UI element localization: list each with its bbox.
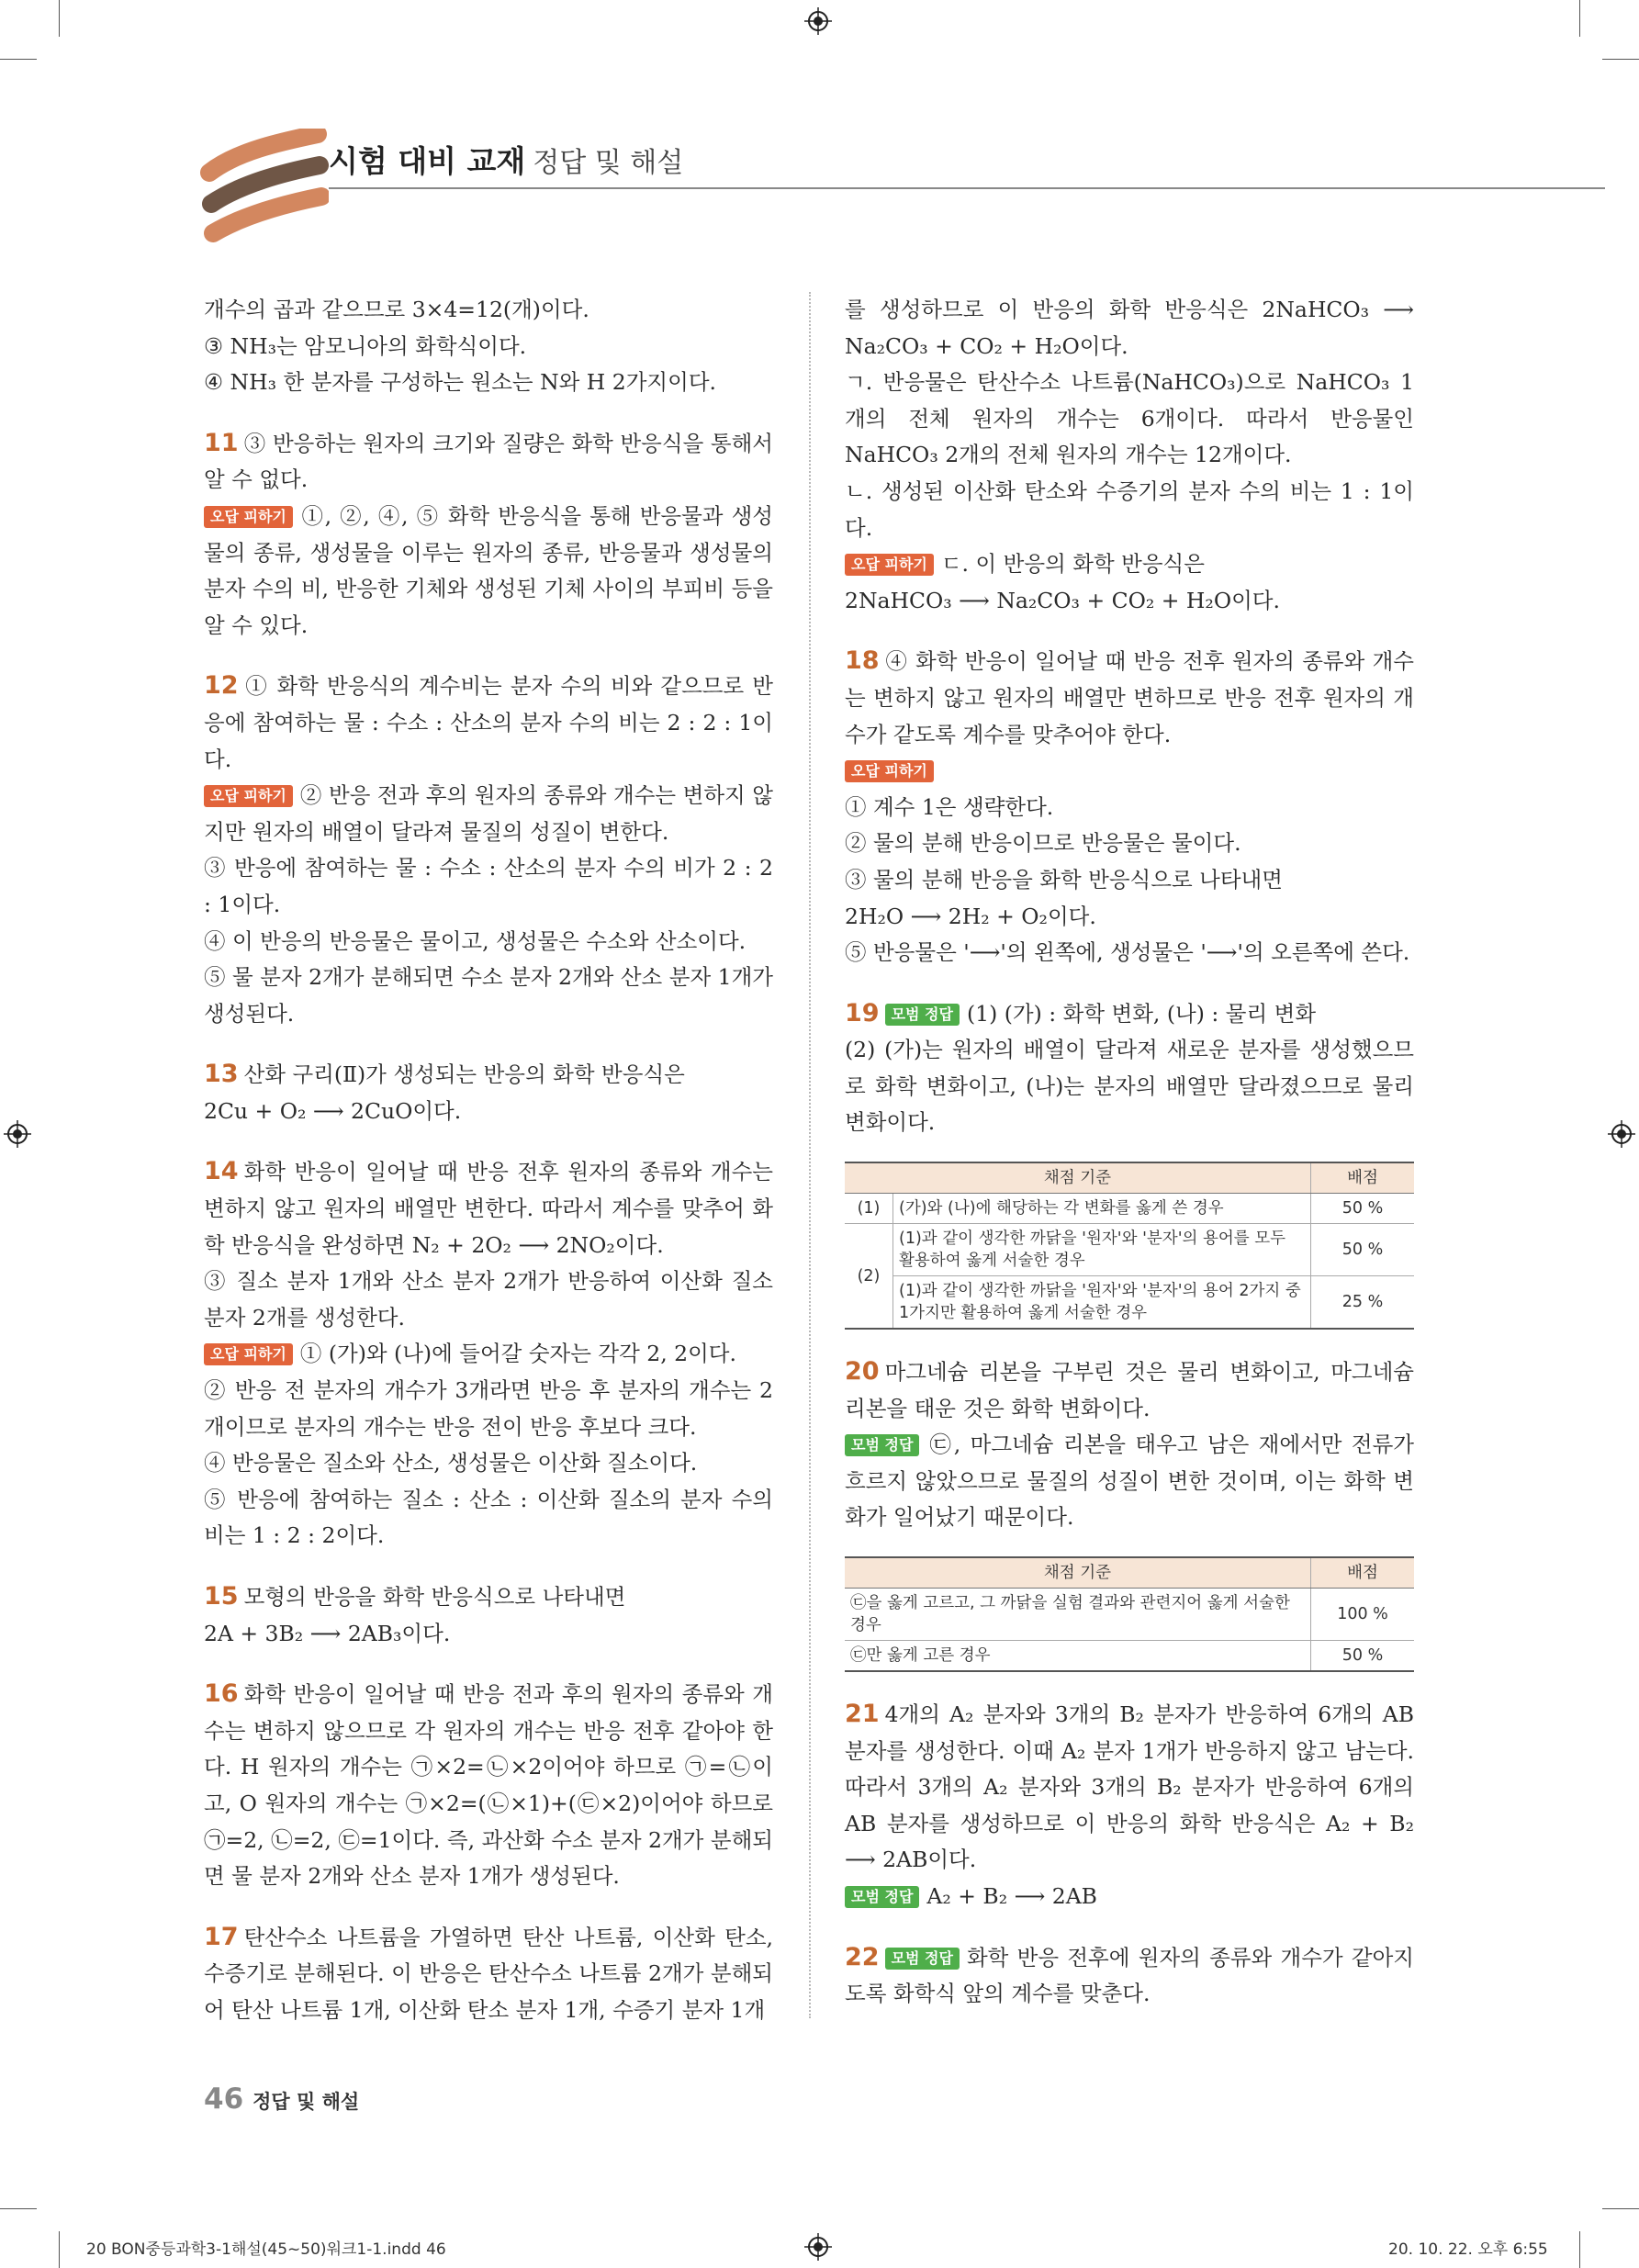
- question-number: 14: [204, 1157, 239, 1186]
- text-line: ㄱ. 반응물은 탄산수소 나트륨(NaHCO₃)으로 NaHCO₃ 1개의 전체 원자의 개수는 6개이다. 따라서 반응물인 NaHCO₃ 2개의 전체 원자의 개수는 12개이다.: [845, 369, 1414, 468]
- model-answer-badge: 모범 정답: [885, 1004, 960, 1026]
- text-line: ④ NH₃ 한 분자를 구성하는 원소는 N와 H 2가지이다.: [204, 369, 716, 396]
- registration-mark-icon: [4, 1120, 31, 1148]
- text-line: ③ 물의 분해 반응을 화학 반응식으로 나타내면: [845, 866, 1283, 893]
- wrong-answer-badge: 오답 피하기: [845, 554, 934, 576]
- model-note: 모범 정답 ㉢, 마그네슘 리본을 태우고 남은 재에서만 전류가 흐르지 않았으므로 물질의 성질이 변한 것이며, 이는 화학 변화가 일어났기 때문이다.: [845, 1432, 1414, 1531]
- wrong-note: 오답 피하기 ② 반응 전과 후의 원자의 종류와 개수는 변하지 않지만 원자의 배열이 달라져 물질의 성질이 변한다.: [204, 782, 773, 845]
- crop-mark: [0, 2208, 37, 2209]
- table-row: (2) (1)과 같이 생각한 까닭을 '원자'와 '분자'의 용어를 모두 활용하여 옳게 서술한 경우 50 %: [845, 1224, 1414, 1276]
- text-line: ① 계수 1은 생략한다.: [845, 793, 1054, 820]
- answer-20: 20 마그네슘 리본을 구부린 것은 물리 변화이고, 마그네슘 리본을 태운 것은 화학 변화이다.: [845, 1357, 1414, 1421]
- answer-12: 12 ① 화학 반응식의 계수비는 분자 수의 비와 같으므로 반응에 참여하는 물 : 수소 : 산소의 분자 수의 비는 2 : 2 : 1이다.: [204, 671, 773, 772]
- question-number: 11: [204, 428, 239, 457]
- wrong-note: 오답 피하기 ① (가)와 (나)에 들어갈 숫자는 각각 2, 2이다.: [204, 1336, 773, 1373]
- crop-mark: [1579, 2231, 1580, 2268]
- registration-mark-icon: [804, 7, 832, 35]
- page-footer: [204, 2083, 359, 2116]
- equation: 2H₂O ⟶ 2H₂ + O₂이다.: [845, 903, 1096, 929]
- question-number: 19: [845, 998, 880, 1027]
- crop-mark: [59, 2231, 60, 2268]
- table-header: 배점: [1311, 1557, 1415, 1589]
- crop-mark: [1602, 2208, 1639, 2209]
- crop-mark: [1579, 0, 1580, 37]
- table-row: ㉢만 옳게 고른 경우 50 %: [845, 1641, 1414, 1672]
- question-number: 17: [204, 1922, 239, 1951]
- model-answer-badge: 모범 정답: [845, 1434, 919, 1456]
- crop-mark: [1602, 59, 1639, 60]
- text-line: 개수의 곱과 같으므로 3×4=12(개)이다.: [204, 297, 589, 322]
- wrong-answer-badge: 오답 피하기: [845, 760, 934, 782]
- page-title: 시험 대비 교재 정답 및 해설: [329, 143, 684, 179]
- answer-15: 15 모형의 반응을 화학 반응식으로 나타내면: [204, 1582, 626, 1611]
- text-line: ② 반응 전 분자의 개수가 3개라면 반응 후 분자의 개수는 2개이므로 분자의 개수는 반응 전이 반응 후보다 크다.: [204, 1377, 773, 1440]
- question-number: 21: [845, 1700, 880, 1729]
- table-row: ㉢을 옳게 고르고, 그 까닭을 실험 결과와 관련지어 옳게 서술한 경우 100 %: [845, 1589, 1414, 1641]
- question-number: 13: [204, 1060, 239, 1089]
- answer-17: 17 탄산수소 나트륨을 가열하면 탄산 나트륨, 이산화 탄소, 수증기로 분해된다. 이 반응은 탄산수소 나트륨 2개가 분해되어 탄산 나트륨 1개, 이산화 탄소 분자 1개, 수증기 분자 1개: [204, 1922, 773, 2023]
- equation: 2NaHCO₃ ⟶ Na₂CO₃ + CO₂ + H₂O이다.: [845, 587, 1280, 613]
- answer-13: 13 산화 구리(Ⅱ)가 생성되는 반응의 화학 반응식은: [204, 1060, 685, 1089]
- wrong-note: 오답 피하기 ㄷ. 이 반응의 화학 반응식은: [845, 546, 1414, 583]
- crop-mark: [59, 0, 60, 37]
- text-line: ⑤ 물 분자 2개가 분해되면 수소 분자 2개와 산소 분자 1개가 생성된다.: [204, 964, 773, 1027]
- page-number: 46: [204, 2083, 244, 2116]
- question-number: 20: [845, 1357, 880, 1387]
- table-header: 배점: [1311, 1162, 1415, 1194]
- scoring-table-20: [845, 1556, 1414, 1672]
- footer-label: 정답 및 해설: [253, 2091, 360, 2113]
- answer-19: 19 모범 정답 (1) (가) : 화학 변화, (나) : 물리 변화: [845, 998, 1317, 1027]
- wrong-note: [845, 753, 1414, 790]
- answer-18: 18 ④ 화학 반응이 일어날 때 반응 전후 원자의 종류와 개수는 변하지 않고 원자의 배열만 변하므로 반응 전후 원자의 개수가 같도록 계수를 맞추어야 한다.: [845, 646, 1414, 747]
- wrong-answer-badge: 오답 피하기: [204, 1343, 293, 1365]
- text-line: ④ 반응물은 질소와 산소, 생성물은 이산화 질소이다.: [204, 1450, 698, 1476]
- wrong-note: 오답 피하기 ①, ②, ④, ⑤ 화학 반응식을 통해 반응물과 생성물의 종류, 생성물을 이루는 원자의 종류, 반응물과 생성물의 분자 수의 비, 반응한 기체와 생성된 기체 사이의 부피비 등을 알 수 있다.: [204, 502, 773, 638]
- answer-21: 21 4개의 A₂ 분자와 3개의 B₂ 분자가 반응하여 6개의 AB 분자를 생성한다. 이때 A₂ 분자 1개가 반응하지 않고 남는다. 따라서 3개의 A₂ 분자와 3개의 B₂ 분자가 반응하여 6개의 AB 분자를 생성하므로 이 반응의 화학 반응식은 A₂ + B₂ ⟶ 2AB이다.: [845, 1700, 1414, 1873]
- text-line: ⑤ 반응물은 '⟶'의 왼쪽에, 생성물은 '⟶'의 오른쪽에 쓴다.: [845, 939, 1410, 966]
- text-line: ③ 질소 분자 1개와 산소 분자 2개가 반응하여 이산화 질소 분자 2개를 생성한다.: [204, 1268, 773, 1330]
- answer-14: 14 화학 반응이 일어날 때 반응 전후 원자의 종류와 개수는 변하지 않고 원자의 배열만 변한다. 따라서 계수를 맞추어 화학 반응식을 완성하면 N₂ + 2O₂ ⟶ 2NO₂이다.: [204, 1157, 773, 1258]
- question-number: 18: [845, 646, 880, 676]
- answer-22: 22 모범 정답 화학 반응 전후에 원자의 종류와 개수가 같아지도록 화학식 앞의 계수를 맞춘다.: [845, 1942, 1414, 2007]
- question-number: 22: [845, 1942, 880, 1971]
- model-answer-badge: 모범 정답: [885, 1948, 960, 1970]
- registration-mark-icon: [804, 2233, 832, 2261]
- answer-11: 11 ③ 반응하는 원자의 크기와 질량은 화학 반응식을 통해서 알 수 없다.: [204, 428, 773, 493]
- right-column: [845, 292, 1414, 2013]
- left-column: [204, 292, 773, 2029]
- table-header: 채점 기준: [845, 1557, 1311, 1589]
- page-subtitle: 정답 및 해설: [533, 147, 684, 179]
- registration-mark-icon: [1608, 1120, 1635, 1148]
- model-answer-badge: 모범 정답: [845, 1886, 919, 1908]
- text-line: (2) (가)는 원자의 배열이 달라져 새로운 분자를 생성했으므로 화학 변화이고, (나)는 분자의 배열만 달라졌으므로 물리 변화이다.: [845, 1037, 1414, 1136]
- table-header: 채점 기준: [845, 1162, 1311, 1194]
- print-slug-file: 20 BON중등과학3-1해설(45~50)워크1-1.indd 46: [86, 2240, 446, 2259]
- equation: 2A + 3B₂ ⟶ 2AB₃이다.: [204, 1620, 451, 1646]
- text-line: 를 생성하므로 이 반응의 화학 반응식은 2NaHCO₃ ⟶ Na₂CO₃ + CO₂ + H₂O이다.: [845, 297, 1414, 359]
- text-line: ③ 반응에 참여하는 물 : 수소 : 산소의 분자 수의 비가 2 : 2 : 1이다.: [204, 855, 773, 917]
- equation: 2Cu + O₂ ⟶ 2CuO이다.: [204, 1097, 462, 1124]
- page-header: [200, 129, 1605, 202]
- wrong-answer-badge: 오답 피하기: [204, 506, 293, 528]
- model-note: 모범 정답 A₂ + B₂ ⟶ 2AB: [845, 1879, 1414, 1915]
- brush-stroke-icon: [200, 129, 329, 248]
- text-line: ③ NH₃는 암모니아의 화학식이다.: [204, 332, 527, 359]
- text-line: ㄴ. 생성된 이산화 탄소와 수증기의 분자 수의 비는 1 : 1이다.: [845, 477, 1414, 541]
- answer-16: 16 화학 반응이 일어날 때 반응 전과 후의 원자의 종류와 개수는 변하지 않으므로 각 원자의 개수는 반응 전후 같아야 한다. H 원자의 개수는 ㉠×2=㉡×2이어야 하므로 ㉠=㉡이고, O 원자의 개수는 ㉠×2=(㉡×1)+(㉢×2)이어야 하므로 ㉠=2, ㉡=2, ㉢=1이다. 즉, 과산화 수소 분자 2개가 분해되면 물 분자 2개와 산소 분자 1개가 생성된다.: [204, 1679, 773, 1890]
- print-slug-date: 20. 10. 22. 오후 6:55: [1388, 2240, 1548, 2259]
- crop-mark: [0, 59, 37, 60]
- question-number: 15: [204, 1582, 239, 1611]
- text-line: ② 물의 분해 반응이므로 반응물은 물이다.: [845, 830, 1241, 857]
- scoring-table-19: [845, 1162, 1414, 1330]
- text-line: ⑤ 반응에 참여하는 질소 : 산소 : 이산화 질소의 분자 수의 비는 1 : 2 : 2이다.: [204, 1486, 773, 1549]
- header-rule: [329, 187, 1605, 189]
- question-number: 12: [204, 671, 239, 701]
- column-divider: [809, 292, 811, 2018]
- table-row: (1) (가)와 (나)에 해당하는 각 변화를 옳게 쓴 경우 50 %: [845, 1194, 1414, 1224]
- question-number: 16: [204, 1679, 239, 1709]
- table-row: (1)과 같이 생각한 까닭을 '원자'와 '분자'의 용어 2가지 중 1가지만 활용하여 옳게 서술한 경우 25 %: [845, 1276, 1414, 1330]
- wrong-answer-badge: 오답 피하기: [204, 785, 293, 807]
- text-line: ④ 이 반응의 반응물은 물이고, 생성물은 수소와 산소이다.: [204, 927, 747, 954]
